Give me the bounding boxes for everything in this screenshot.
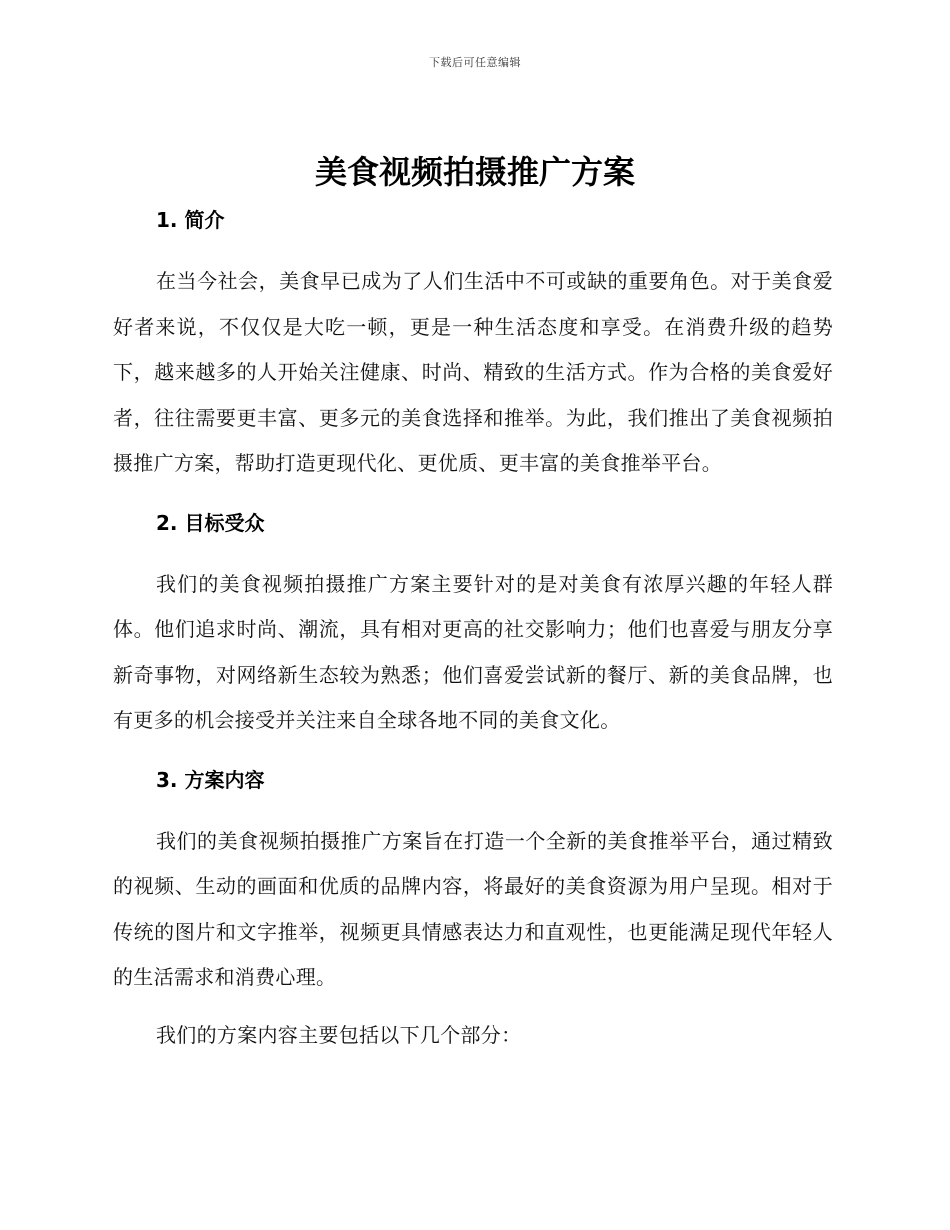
document-title: 美食视频拍摄推广方案	[314, 153, 635, 191]
paragraph: 在当今社会，美食早已成为了人们生活中不可或缺的重要角色。对于美食爱好者来说，不仅仅是大吃一顿，更是一种生活态度和享受。在消费升级的趋势下，越来越多的人开始关注健康、时尚、精致的生活方式。作为合格的美食爱好者，往往需要更丰富、更多元的美食选择和推举。为此，我们推出了美食视频拍摄推广方案，帮助打造更现代化、更优质、更丰富的美食推举平台。	[113, 269, 833, 475]
section-heading: 1. 简介	[156, 208, 225, 232]
section-target-audience	[113, 508, 833, 765]
paragraph: 我们的美食视频拍摄推广方案旨在打造一个全新的美食推举平台，通过精致的视频、生动的画面和优质的品牌内容，将最好的美食资源为用户呈现。相对于传统的图片和文字推举，视频更具情感表达力和直观性，也更能满足现代年轻人的生活需求和消费心理。	[113, 828, 833, 989]
document-body	[113, 205, 833, 1058]
paragraph: 我们的方案内容主要包括以下几个部分：	[156, 1022, 522, 1047]
section-heading: 2. 目标受众	[156, 510, 265, 535]
paragraph: 我们的美食视频拍摄推广方案主要针对的是对美食有浓厚兴趣的年轻人群体。他们追求时尚、潮流，具有相对更高的社交影响力；他们也喜爱与朋友分享新奇事物，对网络新生态较为熟悉；他们喜爱尝试新的餐厅、新的美食品牌，也有更多的机会接受并关注来自全球各地不同的美食文化。	[113, 571, 833, 732]
header-note: 下载后可任意编辑	[429, 56, 521, 69]
section-heading: 3. 方案内容	[156, 767, 265, 792]
section-intro	[113, 205, 833, 508]
section-plan-content	[113, 765, 833, 1059]
